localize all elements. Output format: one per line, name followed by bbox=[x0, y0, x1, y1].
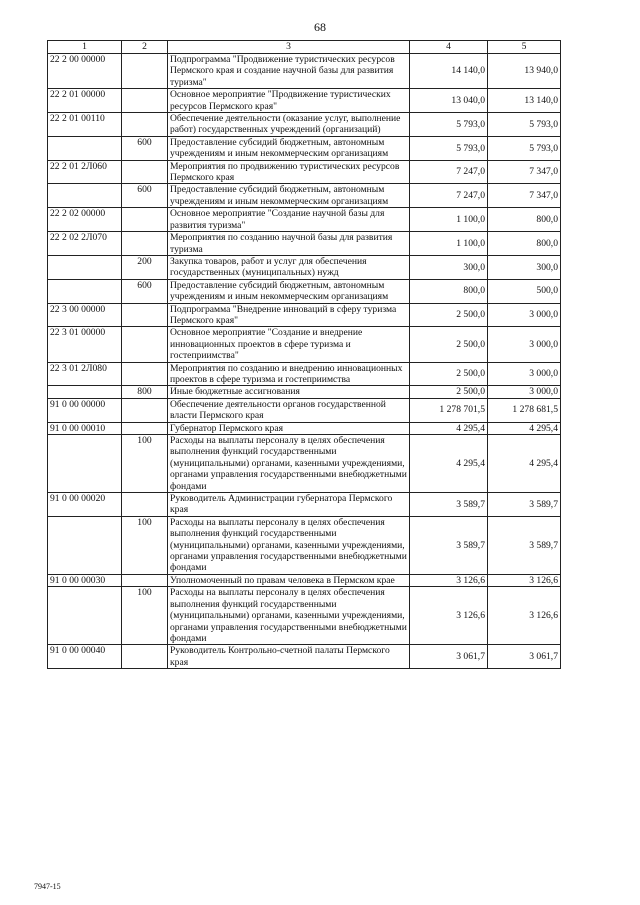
cell-code: 91 0 00 00010 bbox=[48, 422, 122, 434]
cell-value-1: 3 126,6 bbox=[410, 587, 488, 645]
cell-kind: 100 bbox=[122, 587, 168, 645]
cell-value-2: 5 793,0 bbox=[488, 136, 561, 160]
cell-name: Основное мероприятие "Создание и внедрение инновационных проектов в сфере туризма и гостеприимства" bbox=[168, 327, 410, 362]
cell-value-2: 4 295,4 bbox=[488, 422, 561, 434]
footer-code: 7947-15 bbox=[34, 882, 61, 891]
cell-code: 22 2 01 2Л060 bbox=[48, 160, 122, 184]
table-row bbox=[48, 645, 561, 669]
cell-kind bbox=[122, 574, 168, 586]
table-body bbox=[48, 54, 561, 669]
cell-value-1: 1 100,0 bbox=[410, 232, 488, 256]
cell-value-1: 2 500,0 bbox=[410, 327, 488, 362]
cell-name: Подпрограмма "Внедрение инноваций в сферу туризма Пермского края" bbox=[168, 303, 410, 327]
column-header-kind: 2 bbox=[122, 41, 168, 54]
cell-name: Мероприятия по созданию и внедрению инновационных проектов в сфере туризма и гостеприимства bbox=[168, 362, 410, 386]
cell-value-1: 3 589,7 bbox=[410, 516, 488, 574]
cell-kind: 600 bbox=[122, 136, 168, 160]
cell-name: Иные бюджетные ассигнования bbox=[168, 386, 410, 398]
cell-value-2: 3 126,6 bbox=[488, 574, 561, 586]
cell-value-2: 3 000,0 bbox=[488, 327, 561, 362]
cell-code bbox=[48, 255, 122, 279]
cell-code: 22 2 01 00110 bbox=[48, 113, 122, 137]
cell-value-1: 1 100,0 bbox=[410, 208, 488, 232]
cell-code bbox=[48, 516, 122, 574]
table-row bbox=[48, 362, 561, 386]
cell-kind: 100 bbox=[122, 435, 168, 493]
table-row bbox=[48, 136, 561, 160]
cell-value-1: 300,0 bbox=[410, 255, 488, 279]
cell-kind bbox=[122, 232, 168, 256]
cell-name: Основное мероприятие "Создание научной базы для развития туризма" bbox=[168, 208, 410, 232]
cell-value-1: 3 126,6 bbox=[410, 574, 488, 586]
cell-value-1: 800,0 bbox=[410, 279, 488, 303]
cell-value-2: 3 061,7 bbox=[488, 645, 561, 669]
table-header-row bbox=[48, 41, 561, 54]
cell-name: Расходы на выплаты персоналу в целях обеспечения выполнения функций государственными (муниципальными) органами, казенными учреждениями, органами управления государственными внебюджетными фондами bbox=[168, 587, 410, 645]
cell-value-2: 800,0 bbox=[488, 232, 561, 256]
table-row bbox=[48, 587, 561, 645]
cell-code: 91 0 00 00020 bbox=[48, 493, 122, 517]
cell-value-1: 4 295,4 bbox=[410, 435, 488, 493]
column-header-code: 1 bbox=[48, 41, 122, 54]
cell-value-1: 2 500,0 bbox=[410, 303, 488, 327]
cell-value-2: 3 000,0 bbox=[488, 303, 561, 327]
cell-value-1: 5 793,0 bbox=[410, 113, 488, 137]
cell-kind bbox=[122, 89, 168, 113]
cell-value-1: 3 589,7 bbox=[410, 493, 488, 517]
cell-name: Предоставление субсидий бюджетным, автономным учреждениям и иным некоммерческим организациям bbox=[168, 136, 410, 160]
cell-kind bbox=[122, 645, 168, 669]
cell-name: Обеспечение деятельности органов государственной власти Пермского края bbox=[168, 398, 410, 422]
cell-value-1: 7 247,0 bbox=[410, 184, 488, 208]
table-row bbox=[48, 398, 561, 422]
cell-name: Уполномоченный по правам человека в Пермском крае bbox=[168, 574, 410, 586]
cell-code: 22 2 00 00000 bbox=[48, 54, 122, 89]
cell-code bbox=[48, 435, 122, 493]
cell-value-2: 3 589,7 bbox=[488, 493, 561, 517]
table-row bbox=[48, 327, 561, 362]
budget-table bbox=[47, 40, 561, 669]
cell-value-2: 3 000,0 bbox=[488, 362, 561, 386]
table-row bbox=[48, 303, 561, 327]
cell-name: Основное мероприятие "Продвижение туристических ресурсов Пермского края" bbox=[168, 89, 410, 113]
table-row bbox=[48, 54, 561, 89]
cell-name: Мероприятия по созданию научной базы для развития туризма bbox=[168, 232, 410, 256]
cell-value-2: 800,0 bbox=[488, 208, 561, 232]
table-row bbox=[48, 184, 561, 208]
cell-name: Расходы на выплаты персоналу в целях обеспечения выполнения функций государственными (муниципальными) органами, казенными учреждениями, органами управления государственными внебюджетными фондами bbox=[168, 516, 410, 574]
cell-value-1: 14 140,0 bbox=[410, 54, 488, 89]
table-row bbox=[48, 89, 561, 113]
table-header bbox=[48, 41, 561, 54]
cell-value-2: 7 347,0 bbox=[488, 184, 561, 208]
cell-code bbox=[48, 184, 122, 208]
cell-value-1: 4 295,4 bbox=[410, 422, 488, 434]
cell-code: 22 2 02 2Л070 bbox=[48, 232, 122, 256]
cell-value-2: 1 278 681,5 bbox=[488, 398, 561, 422]
cell-value-1: 13 040,0 bbox=[410, 89, 488, 113]
cell-code bbox=[48, 587, 122, 645]
cell-name: Предоставление субсидий бюджетным, автономным учреждениям и иным некоммерческим организациям bbox=[168, 279, 410, 303]
cell-kind bbox=[122, 303, 168, 327]
column-header-value-1: 4 bbox=[410, 41, 488, 54]
cell-value-2: 3 126,6 bbox=[488, 587, 561, 645]
cell-kind bbox=[122, 362, 168, 386]
cell-kind bbox=[122, 54, 168, 89]
cell-kind: 600 bbox=[122, 184, 168, 208]
cell-code bbox=[48, 279, 122, 303]
cell-value-2: 5 793,0 bbox=[488, 113, 561, 137]
column-header-value-2: 5 bbox=[488, 41, 561, 54]
cell-value-2: 13 940,0 bbox=[488, 54, 561, 89]
cell-kind: 100 bbox=[122, 516, 168, 574]
cell-value-1: 2 500,0 bbox=[410, 386, 488, 398]
cell-name: Мероприятия по продвижению туристических ресурсов Пермского края bbox=[168, 160, 410, 184]
cell-code bbox=[48, 386, 122, 398]
table-row bbox=[48, 279, 561, 303]
table-row bbox=[48, 232, 561, 256]
cell-kind bbox=[122, 327, 168, 362]
cell-value-2: 3 000,0 bbox=[488, 386, 561, 398]
cell-value-1: 2 500,0 bbox=[410, 362, 488, 386]
table-row bbox=[48, 113, 561, 137]
cell-kind bbox=[122, 113, 168, 137]
cell-value-1: 5 793,0 bbox=[410, 136, 488, 160]
cell-code: 22 3 01 00000 bbox=[48, 327, 122, 362]
cell-kind bbox=[122, 208, 168, 232]
table-row bbox=[48, 493, 561, 517]
cell-value-1: 3 061,7 bbox=[410, 645, 488, 669]
cell-kind: 600 bbox=[122, 279, 168, 303]
cell-kind bbox=[122, 422, 168, 434]
cell-name: Губернатор Пермского края bbox=[168, 422, 410, 434]
cell-code: 22 2 01 00000 bbox=[48, 89, 122, 113]
cell-name: Подпрограмма "Продвижение туристических ресурсов Пермского края и создание научной базы для развития туризма" bbox=[168, 54, 410, 89]
cell-kind: 800 bbox=[122, 386, 168, 398]
cell-code: 91 0 00 00000 bbox=[48, 398, 122, 422]
cell-name: Руководитель Администрации губернатора Пермского края bbox=[168, 493, 410, 517]
page-number: 68 bbox=[314, 20, 326, 34]
cell-value-2: 300,0 bbox=[488, 255, 561, 279]
cell-kind: 200 bbox=[122, 255, 168, 279]
cell-value-1: 7 247,0 bbox=[410, 160, 488, 184]
table-row bbox=[48, 208, 561, 232]
table-row bbox=[48, 422, 561, 434]
cell-name: Закупка товаров, работ и услуг для обеспечения государственных (муниципальных) нужд bbox=[168, 255, 410, 279]
column-header-name: 3 bbox=[168, 41, 410, 54]
cell-value-2: 13 140,0 bbox=[488, 89, 561, 113]
cell-name: Руководитель Контрольно-счетной палаты Пермского края bbox=[168, 645, 410, 669]
table-row bbox=[48, 255, 561, 279]
table-row bbox=[48, 435, 561, 493]
cell-code: 22 3 01 2Л080 bbox=[48, 362, 122, 386]
cell-value-2: 3 589,7 bbox=[488, 516, 561, 574]
cell-kind bbox=[122, 493, 168, 517]
table-row bbox=[48, 386, 561, 398]
cell-name: Расходы на выплаты персоналу в целях обеспечения выполнения функций государственными (муниципальными) органами, казенными учреждениями, органами управления государственными внебюджетными фондами bbox=[168, 435, 410, 493]
cell-code: 22 2 02 00000 bbox=[48, 208, 122, 232]
cell-name: Обеспечение деятельности (оказание услуг, выполнение работ) государственных учреждений (организаций) bbox=[168, 113, 410, 137]
cell-value-2: 4 295,4 bbox=[488, 435, 561, 493]
cell-value-2: 7 347,0 bbox=[488, 160, 561, 184]
cell-code: 22 3 00 00000 bbox=[48, 303, 122, 327]
cell-value-1: 1 278 701,5 bbox=[410, 398, 488, 422]
cell-value-2: 500,0 bbox=[488, 279, 561, 303]
cell-kind bbox=[122, 160, 168, 184]
cell-code: 91 0 00 00030 bbox=[48, 574, 122, 586]
cell-name: Предоставление субсидий бюджетным, автономным учреждениям и иным некоммерческим организациям bbox=[168, 184, 410, 208]
cell-code: 91 0 00 00040 bbox=[48, 645, 122, 669]
table-row bbox=[48, 574, 561, 586]
table-row bbox=[48, 516, 561, 574]
table-row bbox=[48, 160, 561, 184]
cell-code bbox=[48, 136, 122, 160]
cell-kind bbox=[122, 398, 168, 422]
